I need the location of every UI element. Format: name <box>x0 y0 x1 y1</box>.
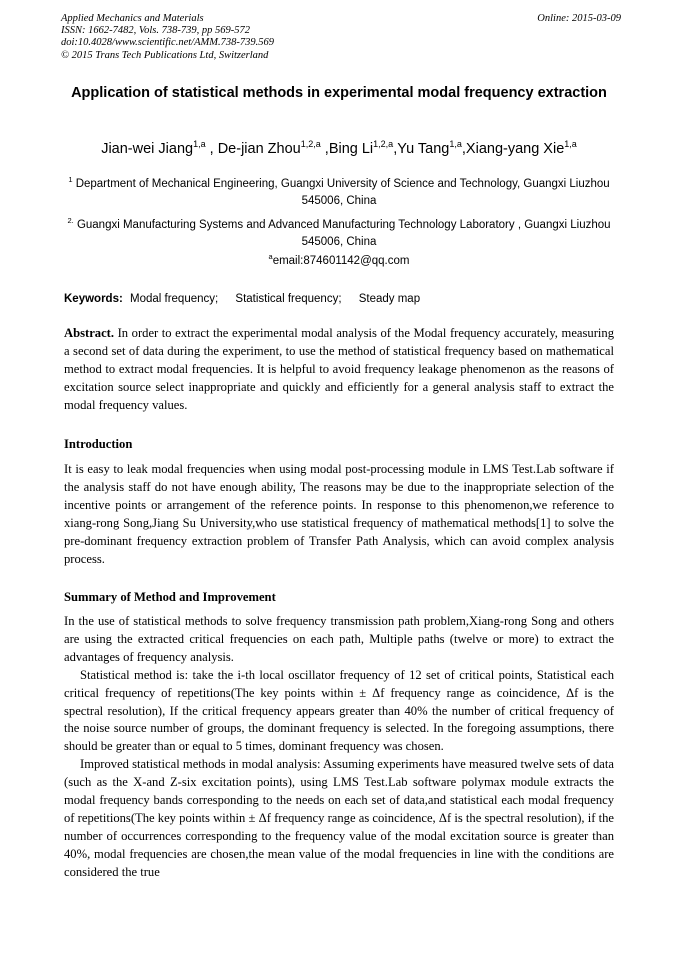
abstract-text: In order to extract the experimental modal analysis of the Modal frequency accurately, measuring a second set of data during the experiment, to use the method of statistical frequency based on mathematical method to extract modal frequencies. It is helpful to avoid frequency leakage phenomenon as the reasons of excitation source select inappropriate and quickly and efficiently for a general analysis staff to extract the modal frequency values. <box>64 326 614 412</box>
author-name: Jian-wei Jiang <box>101 141 194 157</box>
author-name: Bing Li <box>328 141 374 157</box>
affiliation-mark: 1 <box>68 175 73 184</box>
author-separator: , <box>320 141 329 157</box>
section-heading: Summary of Method and Improvement <box>64 590 276 604</box>
author-separator: , <box>393 141 398 157</box>
doi-line: doi:10.4028/www.scientific.net/AMM.738-739.569 <box>61 37 274 49</box>
keywords-label: Keywords: <box>64 293 123 305</box>
affiliation-text: Guangxi Manufacturing Systems and Advanced Manufacturing Technology Laboratory , Guangxi Liuzhou 545006, China <box>76 219 611 248</box>
author-affiliation-mark: 1,2,a <box>373 139 394 149</box>
paragraph: Improved statistical methods in modal analysis: Assuming experiments have measured twelve sets of data (such as the X-and Z-six excitation points), using LMS Test.Lab software polymax module extracts the modal frequency bands corresponding to the needs on each set of data,and statistical each modal frequency of repetitions(The key points within ± Δf frequency range as coincidence, Δf is the spectral resolution), if the number of occurrences corresponding to the frequency value of the modal excitation source is greater than 40%, modal frequencies are chosen,the mean value of the modal frequencies in line with the conditions are considered the true <box>64 757 614 879</box>
email-text: email:874601142@qq.com <box>272 255 410 267</box>
section-heading: Introduction <box>64 437 133 451</box>
author-affiliation-mark: 1,a <box>449 139 462 149</box>
paragraph: In the use of statistical methods to solve frequency transmission path problem,Xiang-rong Song and others are using the extracted critical frequencies on each path, Multiple paths (twelve or more) to extract the advantages of frequency analysis. <box>64 614 614 664</box>
author-affiliation-mark: 1,a <box>193 139 206 149</box>
introduction-text: It is easy to leak modal frequencies when using modal post-processing module in LMS Test.Lab software if the analysis staff do not have enough ability, The reasons may be due to the inappropriate selection of the incentive points or arrangement of the reference points. In response to this phenomenon,we reference to xiang-rong Song,Jiang Su University,who use statistical frequency of mathematical methods[1] to solve the pre-dominant frequency extraction problem of Transfer Path Analysis, which can avoid complex analysis process. <box>64 462 614 566</box>
method-section <box>64 613 614 882</box>
author-email <box>58 253 620 270</box>
keywords <box>64 291 624 307</box>
online-date: Online: 2015-03-09 <box>537 13 621 24</box>
copyright-line: © 2015 Trans Tech Publications Ltd, Switzerland <box>61 49 269 61</box>
journal-name: Applied Mechanics and Materials <box>61 13 204 24</box>
keyword: Statistical frequency; <box>235 293 342 305</box>
affiliation-mark: 2. <box>67 216 74 225</box>
keyword: Steady map <box>358 293 421 305</box>
author-name: Yu Tang <box>397 141 450 157</box>
paragraph: Statistical method is: take the i-th local oscillator frequency of 12 set of critical points, Statistical each critical frequency of repetitions(The key points within ± Δf frequency range as coincidence, Δf is the spectral resolution), If the critical frequency appears greater than 40% the number of critical frequency of the noise source number of groups, the dominant frequency is selected. In the foregoing assumptions, there should be greater than or equal to 5 times, dominant frequency was chosen. <box>64 667 614 754</box>
author-separator: , <box>205 141 218 157</box>
email-mark: a <box>268 252 273 261</box>
author-name: De-jian Zhou <box>217 141 301 157</box>
author-affiliation-mark: 1,a <box>564 139 577 149</box>
affiliation <box>58 217 620 251</box>
abstract <box>64 325 614 415</box>
author-affiliation-mark: 1,2,a <box>300 139 321 149</box>
affiliation <box>58 176 620 210</box>
running-header <box>61 13 621 62</box>
author-separator: , <box>461 141 466 157</box>
paper-title: Application of statistical methods in experimental modal frequency extraction <box>71 85 607 101</box>
keyword: Modal frequency; <box>130 293 219 305</box>
author-name: Xiang-yang Xie <box>465 141 565 157</box>
author-list <box>40 139 638 159</box>
abstract-label: Abstract. <box>64 326 115 340</box>
issn-line: ISSN: 1662-7482, Vols. 738-739, pp 569-572 <box>61 25 250 37</box>
affiliation-text: Department of Mechanical Engineering, Guangxi University of Science and Technology, Guangxi Liuzhou 545006, China <box>75 178 610 207</box>
